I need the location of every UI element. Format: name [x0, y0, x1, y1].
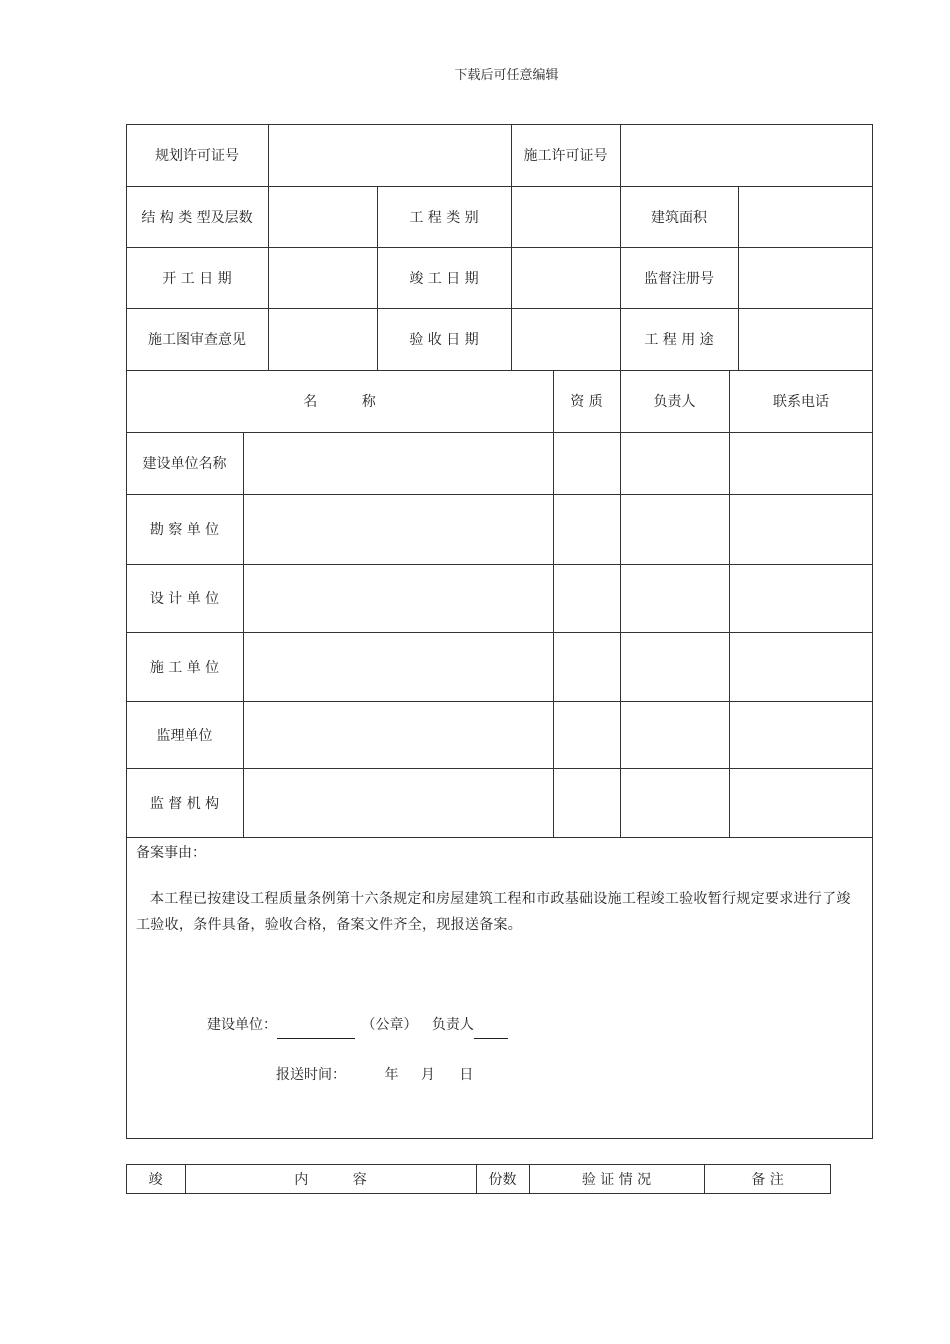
- bottom-col-copies: 份数: [488, 1172, 517, 1188]
- label-project-category: 工 程 类 别: [409, 209, 479, 226]
- label-planning-permit: 规划许可证号: [155, 148, 239, 164]
- unit-row-supervision: 监理单位: [156, 727, 213, 744]
- bottom-col-verification: 验 证 情 况: [581, 1172, 652, 1188]
- col-divider: [553, 370, 554, 837]
- col-divider: [620, 370, 621, 837]
- month-label: 月: [420, 1067, 435, 1083]
- person-label: 负责人: [431, 1017, 474, 1033]
- row-divider: [126, 837, 873, 838]
- unit-row-inspection: 监 督 机 构: [149, 795, 220, 812]
- label-drawing-review: 施工图审查意见: [148, 332, 246, 348]
- label-completion-date: 竣 工 日 期: [409, 270, 479, 287]
- signature-line: [207, 1012, 508, 1039]
- owner-unit-label: 建设单位：: [207, 1017, 277, 1033]
- header-name: 名 称: [303, 394, 376, 410]
- col-divider: [729, 370, 730, 837]
- filing-label: 备案事由：: [136, 845, 206, 861]
- bottom-col-completion: 竣: [148, 1172, 163, 1188]
- day-label: 日: [459, 1067, 474, 1083]
- submit-time-label: 报送时间：: [276, 1067, 346, 1083]
- label-usage: 工 程 用 途: [644, 332, 714, 348]
- filing-body: 本工程已按建设工程质量条例第十六条规定和房屋建筑工程和市政基础设施工程竣工验收暂行规定要求进行了竣工验收，条件具备，验收合格，备案文件齐全，现报送备案。: [136, 891, 851, 933]
- owner-unit-blank[interactable]: [277, 1012, 355, 1039]
- col-divider: [268, 124, 269, 186]
- label-structure-type: 结 构 类 型及层数: [141, 209, 253, 226]
- label-supervision-reg: 监督注册号: [644, 270, 714, 287]
- col-divider: [620, 124, 621, 186]
- label-construction-permit: 施工许可证号: [523, 148, 608, 164]
- seal-label: （公章）: [361, 1017, 418, 1033]
- label-building-area: 建筑面积: [651, 209, 707, 226]
- label-start-date: 开 工 日 期: [162, 270, 232, 287]
- unit-row-design: 设 计 单 位: [149, 591, 220, 607]
- header-qualification: 资 质: [570, 394, 603, 410]
- bottom-col-content: 内 容: [294, 1172, 367, 1188]
- submit-time-line: [276, 1062, 473, 1088]
- label-acceptance-date: 验 收 日 期: [409, 332, 479, 348]
- header-phone: 联系电话: [773, 394, 829, 410]
- col-divider: [268, 186, 269, 370]
- col-divider: [738, 186, 739, 370]
- unit-row-construction: 施 工 单 位: [149, 659, 220, 676]
- header-person: 负责人: [653, 394, 696, 410]
- unit-row-owner: 建设单位名称: [142, 456, 227, 472]
- bottom-col-remarks: 备 注: [751, 1172, 784, 1188]
- year-label: 年: [384, 1067, 399, 1083]
- col-divider: [511, 186, 512, 370]
- unit-row-survey: 勘 察 单 位: [149, 522, 220, 538]
- header-note: 下载后可任意编辑: [454, 68, 559, 83]
- col-divider: [243, 432, 244, 837]
- person-blank[interactable]: [474, 1012, 508, 1039]
